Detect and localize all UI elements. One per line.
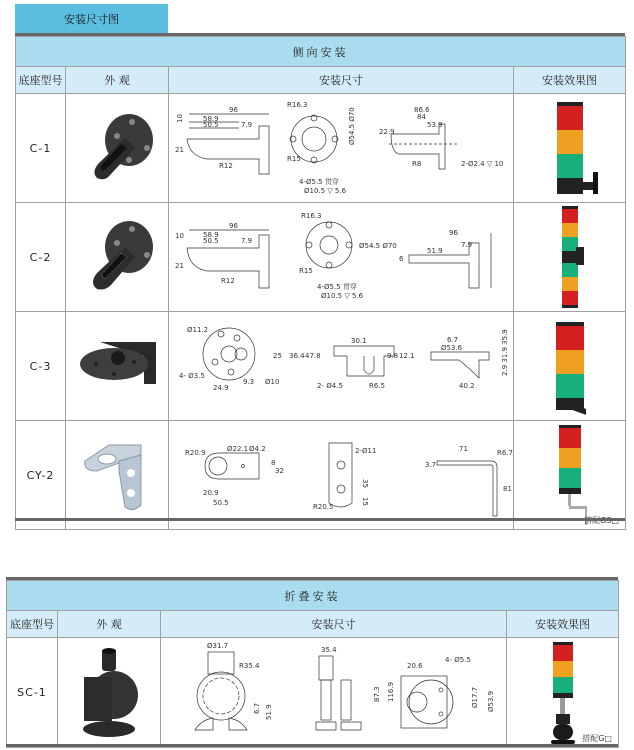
header-dimensions: 安装尺寸 <box>161 611 507 638</box>
sc1-drawing-icon <box>161 638 507 744</box>
svg-text:8: 8 <box>271 459 276 467</box>
svg-text:87.3: 87.3 <box>373 686 381 702</box>
c1-drawing-icon <box>169 94 514 199</box>
table-row <box>16 94 626 203</box>
svg-text:Ø54.5 Ø70: Ø54.5 Ø70 <box>348 107 356 145</box>
model-cell: SC-1 <box>7 638 58 748</box>
model-cell: C-1 <box>16 94 66 203</box>
svg-text:30.1: 30.1 <box>351 337 367 345</box>
cy2-drawing-icon <box>169 421 514 526</box>
header-dimensions: 安装尺寸 <box>169 67 514 94</box>
svg-text:Ø10: Ø10 <box>265 378 280 386</box>
model-cell: CY-2 <box>16 421 66 530</box>
header-effect: 安装效果图 <box>507 611 619 638</box>
section-title: 侧向安装 <box>16 37 626 67</box>
svg-text:10: 10 <box>175 232 184 240</box>
folding-mount-icon <box>74 645 144 741</box>
l-bracket-mount-icon <box>74 336 160 396</box>
svg-text:Ø17.7: Ø17.7 <box>471 686 479 708</box>
svg-text:2-Ø11: 2-Ø11 <box>355 447 377 455</box>
svg-text:R12: R12 <box>221 277 235 285</box>
table-row <box>7 638 619 748</box>
svg-text:R16.3: R16.3 <box>301 212 322 220</box>
svg-text:86.6: 86.6 <box>414 106 430 114</box>
svg-text:R6.7: R6.7 <box>497 449 513 457</box>
tower-metal-bracket-icon <box>553 425 587 525</box>
svg-text:2-Ø2.4 ▽ 10: 2-Ø2.4 ▽ 10 <box>461 160 504 168</box>
effect-photo <box>514 94 626 203</box>
tower-side-mounted-icon <box>557 102 583 194</box>
divider <box>15 518 625 521</box>
c3-drawing-icon <box>169 312 514 417</box>
effect-photo <box>514 312 626 421</box>
effect-photo <box>514 203 626 312</box>
svg-text:R35.4: R35.4 <box>239 662 260 670</box>
product-photo <box>66 312 169 421</box>
svg-text:24.9: 24.9 <box>213 384 229 392</box>
svg-text:R12: R12 <box>219 162 233 170</box>
svg-text:50.5: 50.5 <box>213 499 229 507</box>
svg-text:58.9: 58.9 <box>203 231 219 239</box>
header-model: 底座型号 <box>7 611 58 638</box>
table-row <box>16 203 626 312</box>
svg-text:20.9: 20.9 <box>203 489 219 497</box>
effect-photo <box>514 421 626 530</box>
svg-text:6: 6 <box>399 255 404 263</box>
svg-text:96: 96 <box>229 222 238 230</box>
svg-text:Ø31.7: Ø31.7 <box>207 642 229 650</box>
svg-text:R16.3: R16.3 <box>287 101 308 109</box>
svg-text:7.9: 7.9 <box>461 241 473 249</box>
svg-text:35: 35 <box>361 479 369 488</box>
svg-text:R20.9: R20.9 <box>185 449 206 457</box>
svg-text:2.9 31.9 35.9: 2.9 31.9 35.9 <box>501 329 509 376</box>
svg-text:Ø11.2: Ø11.2 <box>187 326 209 334</box>
svg-text:4- Ø5.5: 4- Ø5.5 <box>445 656 471 664</box>
round-flange-mount-icon <box>77 108 157 188</box>
dimension-drawing <box>161 638 507 748</box>
dimension-drawing <box>169 421 514 530</box>
svg-text:7.9: 7.9 <box>241 237 253 245</box>
fold-mount-table <box>6 580 619 748</box>
product-photo <box>66 421 169 530</box>
table-row <box>16 312 626 421</box>
svg-text:9.3: 9.3 <box>243 378 255 386</box>
svg-text:2- Ø4.5: 2- Ø4.5 <box>317 382 343 390</box>
c2-drawing-icon <box>169 203 514 308</box>
dimension-drawing <box>169 203 514 312</box>
svg-text:50.5: 50.5 <box>203 121 219 129</box>
metal-l-bracket-icon <box>77 435 157 515</box>
svg-text:Ø10.5 ▽ 5.6: Ø10.5 ▽ 5.6 <box>321 292 364 300</box>
svg-text:15: 15 <box>361 497 369 506</box>
effect-photo <box>507 638 619 748</box>
svg-text:96: 96 <box>229 106 238 114</box>
svg-text:35.4: 35.4 <box>321 646 337 654</box>
header-model: 底座型号 <box>16 67 66 94</box>
svg-text:R15: R15 <box>299 267 313 275</box>
table-row <box>16 421 626 530</box>
dimension-drawing <box>169 312 514 421</box>
svg-text:3.7: 3.7 <box>425 461 437 469</box>
svg-text:53.9: 53.9 <box>427 121 443 129</box>
svg-text:4- Ø3.5: 4- Ø3.5 <box>179 372 205 380</box>
svg-text:Ø53.6: Ø53.6 <box>441 344 463 352</box>
svg-text:R20.5: R20.5 <box>313 503 334 511</box>
svg-text:Ø22.1: Ø22.1 <box>227 445 249 453</box>
svg-text:116.9: 116.9 <box>387 681 395 702</box>
product-photo <box>66 94 169 203</box>
svg-text:R15: R15 <box>287 155 301 163</box>
model-cell: C-3 <box>16 312 66 421</box>
svg-text:96: 96 <box>449 229 458 237</box>
tower-double-sided-icon <box>562 206 578 308</box>
ribbed-flange-mount-icon <box>77 217 157 297</box>
pairing-note: 搭配G□ <box>582 734 612 743</box>
svg-text:6.7: 6.7 <box>447 336 459 344</box>
product-photo <box>58 638 161 748</box>
tower-folding-icon <box>551 642 575 744</box>
svg-text:7.9: 7.9 <box>241 121 253 129</box>
svg-text:12.1: 12.1 <box>399 352 415 360</box>
svg-text:4-Ø5.5 贯穿: 4-Ø5.5 贯穿 <box>299 178 339 186</box>
svg-text:R6.5: R6.5 <box>369 382 385 390</box>
svg-text:21: 21 <box>175 146 184 154</box>
svg-text:71: 71 <box>459 445 468 453</box>
svg-text:58.9: 58.9 <box>203 115 219 123</box>
model-cell: C-2 <box>16 203 66 312</box>
svg-text:9.8: 9.8 <box>387 352 399 360</box>
side-mount-table <box>15 36 626 530</box>
tab-label: 安装尺寸图 <box>64 12 119 26</box>
svg-text:Ø54.5 Ø70: Ø54.5 Ø70 <box>359 242 397 250</box>
section-tab[interactable] <box>15 4 168 33</box>
dimension-drawing <box>169 94 514 203</box>
svg-text:6.7: 6.7 <box>253 702 261 714</box>
svg-text:22.9: 22.9 <box>379 128 395 136</box>
product-photo <box>66 203 169 312</box>
svg-text:51.9: 51.9 <box>427 247 443 255</box>
svg-text:Ø10.5 ▽ 5.6: Ø10.5 ▽ 5.6 <box>304 187 347 195</box>
section-title: 折叠安装 <box>7 581 619 611</box>
svg-text:4-Ø5.5 贯穿: 4-Ø5.5 贯穿 <box>317 283 357 291</box>
svg-text:Ø4.2: Ø4.2 <box>249 445 266 453</box>
svg-text:81: 81 <box>503 485 512 493</box>
tower-l-bracket-icon <box>556 322 584 410</box>
svg-text:50.5: 50.5 <box>203 237 219 245</box>
svg-text:40.2: 40.2 <box>459 382 475 390</box>
svg-text:Ø53.9: Ø53.9 <box>487 690 495 712</box>
svg-text:32: 32 <box>275 467 284 475</box>
svg-text:10: 10 <box>176 114 184 123</box>
svg-text:84: 84 <box>417 113 426 121</box>
svg-text:21: 21 <box>175 262 184 270</box>
header-effect: 安装效果图 <box>514 67 626 94</box>
svg-text:20.6: 20.6 <box>407 662 423 670</box>
svg-text:25: 25 <box>273 352 282 360</box>
svg-text:R8: R8 <box>412 160 422 168</box>
svg-text:47.8: 47.8 <box>305 352 321 360</box>
header-appearance: 外 观 <box>58 611 161 638</box>
header-appearance: 外 观 <box>66 67 169 94</box>
divider <box>6 744 618 747</box>
svg-text:51.9: 51.9 <box>265 704 273 720</box>
svg-text:36.4: 36.4 <box>289 352 305 360</box>
